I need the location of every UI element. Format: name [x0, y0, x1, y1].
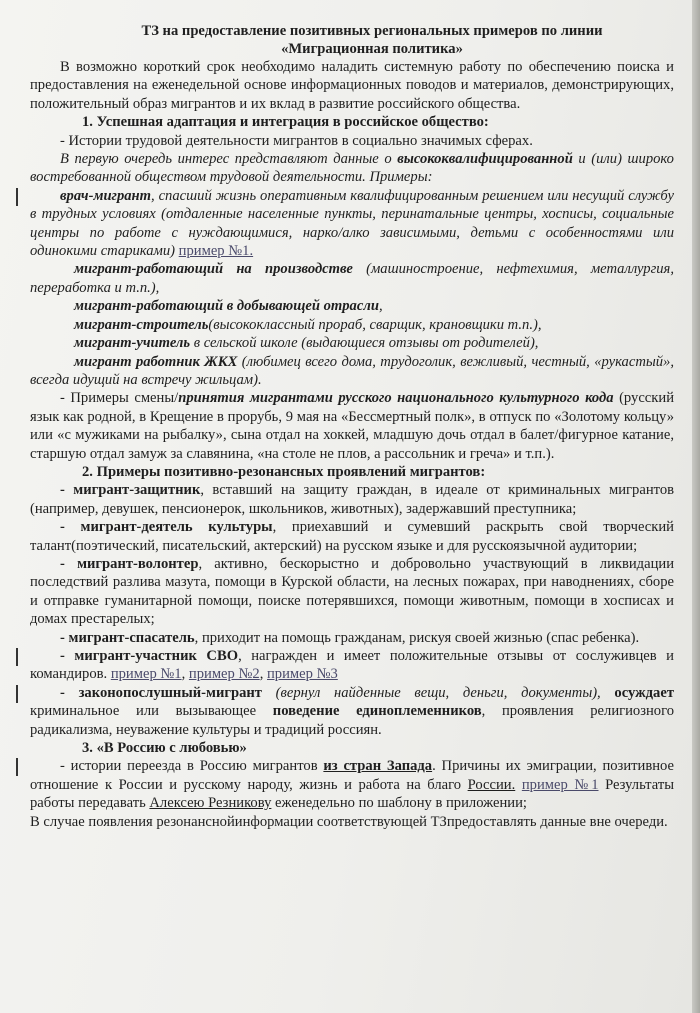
section-1-heading: 1. Успешная адаптация и интеграция в российское общество: [82, 114, 489, 131]
section-2-heading: 2. Примеры позитивно-резонансных проявлений мигрантов: [82, 463, 486, 480]
s2-law-abiding: - законопослушный-мигрант (вернул найденные вещи, деньги, документы), осуждает криминальное или вызывающее поведение единоплеменников, проявления религиозного радикализма, неуважение культуры и традиций россиян. [30, 684, 675, 738]
west-example-link-1[interactable]: пример №1 [521, 776, 599, 793]
section-3-heading: 3. «В Россию с любовью» [82, 740, 247, 757]
intro-paragraph: В возможно короткий срок необходимо наладить системную работу по обеспечению поиска и предоставления на еженедельной основе информационных поводов и материалов, демонстрирующих, положительный образ мигрантов и их вклад в развитие российского общества. [30, 59, 674, 112]
svo-example-link-3[interactable]: пример №3 [267, 666, 338, 683]
s1-doctor-example: врач-мигрант, спасший жизнь оперативным квалифицированным решением или несущий службу в трудных условиях (отдаленные населенные пункты, перинатальные центры, хосписы, социальные центры по работе с нуждающимися, нарко/алко зависимыми, детьми с особенностями или одинокими стариками) пример №1. [30, 187, 674, 260]
s1-mining: мигрант-работающий в добывающей отрасли, [74, 298, 383, 315]
s2-defender: - мигрант-защитник, вставший на защиту граждан, в идеале от криминальных мигрантов (например, девушек, пенсионерок, школьников, животных), задержавший преступника; [30, 482, 675, 517]
s2-volunteer: - мигрант-волонтер, активно, бескорыстно и добровольно участвующий в ликвидации последствий разлива мазута, помощи в Курской области, на лесных пожарах, при наводнениях, сборе и отправке гуманитарной помощи, поиске потерявшихся, помощи животным, помощи в хосписах и домах престарелых; [30, 555, 675, 628]
s1-production: мигрант-работающий на производстве (машиностроение, нефтехимия, металлургия, переработка и т.п.), [30, 261, 674, 296]
s1-stories: - Истории трудовой деятельности мигрантов в социально значимых сферах. [60, 132, 533, 149]
s1-housing: мигрант работник ЖКХ (любимец всего дома, трудоголик, вежливый, честный, «рукастый», всегда идущий на встречу жильцам). [30, 353, 674, 388]
document-title: ТЗ на предоставление позитивных региональных примеров по линии «Миграционная политика» [141, 23, 603, 57]
s3-west-migrants: - истории переезда в Россию мигрантов из стран Запада. Причины их эмиграции, позитивное отношение к России и русскому народу, жизнь и работа на благо России. пример №1 Результаты работы передавать Алексею Резникову еженедельно по шаблону в приложении; [30, 758, 675, 812]
s1-builder: мигрант-строитель(высококлассный прораб, сварщик, крановщики т.п.), [74, 316, 542, 333]
s2-svo: - мигрант-участник СВО, награжден и имеет положительные отзывы от сослуживцев и командиров. пример №1, пример №2, пример №3 [30, 648, 674, 683]
svo-example-link-2[interactable]: пример №2 [188, 666, 260, 683]
s1-priority: В первую очередь интерес представляют данные о высококвалифицированной и (или) широко востребованной обществом трудовой деятельности. Примеры: [30, 151, 674, 186]
svo-example-link-1[interactable]: пример №1 [110, 666, 182, 683]
example-link-1[interactable]: пример №1. [178, 243, 254, 260]
closing-paragraph: В случае появления резонанснойинформации соответствующей ТЗпредоставлять данные вне очереди. [30, 813, 668, 830]
s2-culture: - мигрант-деятель культуры, приехавший и сумевший раскрыть свой творческий талант(поэтический, писательский, актерский) на русском языке и для русскоязычной аудитории; [30, 519, 674, 554]
s2-rescuer: - мигрант-спасатель, приходит на помощь гражданам, рискуя своей жизнью (спас ребенка). [60, 629, 640, 646]
s1-teacher: мигрант-учитель в сельской школе (выдающиеся отзывы от родителей), [74, 335, 539, 352]
s1-culture-code: - Примеры смены/принятия мигрантами русского национального культурного кода (русский язык как родной, в Крещение в прорубь, 9 мая на «Бессмертный полк», в отпуск по «Золотому кольцу» или «с мужиками на рыбалку», сына отдал на хоккей, младшую дочь отдал в балет/фигурное катание, старшую отдал замуж за славянина, «на столе не плов, а рассольник и греча» и т.п.). [30, 390, 674, 462]
page-edge-shadow [692, 0, 700, 1013]
